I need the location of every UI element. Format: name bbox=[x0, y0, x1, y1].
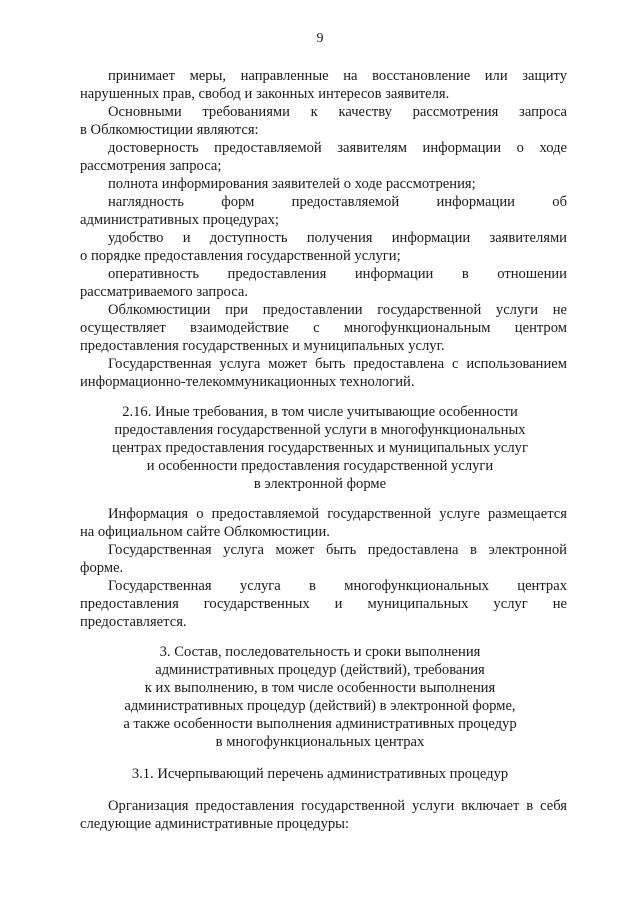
text-line: Облкомюстиции при предоставлении государственной услуги не bbox=[108, 302, 567, 318]
text-line: информационно-телекоммуникационных технологий. bbox=[80, 374, 415, 390]
text-line: предоставляется. bbox=[80, 614, 187, 630]
text-line: Информация о предоставляемой государственной услуге размещается bbox=[108, 506, 567, 522]
text-line: наглядность форм предоставляемой информации об bbox=[108, 194, 567, 210]
text-line: полнота информирования заявителей о ходе рассмотрения; bbox=[108, 176, 476, 192]
text-line: предоставления государственных и муниципальных услуг не bbox=[80, 596, 567, 612]
text-line: следующие административные процедуры: bbox=[80, 816, 350, 832]
text-line: форме. bbox=[80, 560, 124, 576]
section-heading: а также особенности выполнения административных процедур bbox=[123, 716, 517, 732]
section-heading: к их выполнению, в том числе особенности выполнения bbox=[144, 680, 496, 696]
text-line: рассматриваемого запроса. bbox=[80, 284, 248, 300]
text-line: административных процедурах; bbox=[80, 212, 279, 228]
section-heading: административных процедур (действий) в электронной форме, bbox=[124, 698, 516, 714]
section-heading: 2.16. Иные требования, в том числе учитывающие особенности bbox=[122, 404, 518, 420]
text-line: Государственная услуга может быть предоставлена в электронной bbox=[108, 542, 567, 558]
text-line: осуществляет взаимодействие с многофункциональным центром bbox=[80, 320, 567, 336]
text-line: удобство и доступность получения информации заявителями bbox=[108, 230, 567, 246]
text-line: Организация предоставления государственной услуги включает в себя bbox=[108, 798, 567, 814]
text-line: достоверность предоставляемой заявителям информации о ходе bbox=[108, 140, 567, 156]
text-line: Основными требованиями к качеству рассмотрения запроса bbox=[108, 104, 567, 120]
text-line: о порядке предоставления государственной услуги; bbox=[80, 248, 401, 264]
section-heading: в многофункциональных центрах bbox=[215, 734, 425, 750]
text-line: на официальном сайте Облкомюстиции. bbox=[80, 524, 330, 540]
page-number: 9 bbox=[316, 31, 324, 46]
text-line: Государственная услуга может быть предоставлена с использованием bbox=[108, 356, 567, 372]
section-heading: предоставления государственной услуги в многофункциональных bbox=[114, 422, 526, 438]
text-line: оперативность предоставления информации в отношении bbox=[108, 266, 567, 282]
subsection-heading: 3.1. Исчерпывающий перечень административных процедур bbox=[131, 766, 509, 782]
text-line: принимает меры, направленные на восстановление или защиту bbox=[108, 68, 567, 84]
text-line: нарушенных прав, свобод и законных интересов заявителя. bbox=[80, 86, 450, 102]
section-heading: 3. Состав, последовательность и сроки выполнения bbox=[159, 644, 481, 660]
section-heading: административных процедур (действий), требования bbox=[155, 662, 485, 678]
text-line: в Облкомюстиции являются: bbox=[80, 122, 259, 138]
section-heading: в электронной форме bbox=[253, 476, 387, 492]
section-heading: и особенности предоставления государственной услуги bbox=[146, 458, 494, 474]
text-line: рассмотрения запроса; bbox=[80, 158, 222, 174]
section-heading: центрах предоставления государственных и муниципальных услуг bbox=[112, 440, 528, 456]
text-line: предоставления государственных и муниципальных услуг. bbox=[80, 338, 445, 354]
text-line: Государственная услуга в многофункциональных центрах bbox=[108, 578, 567, 594]
